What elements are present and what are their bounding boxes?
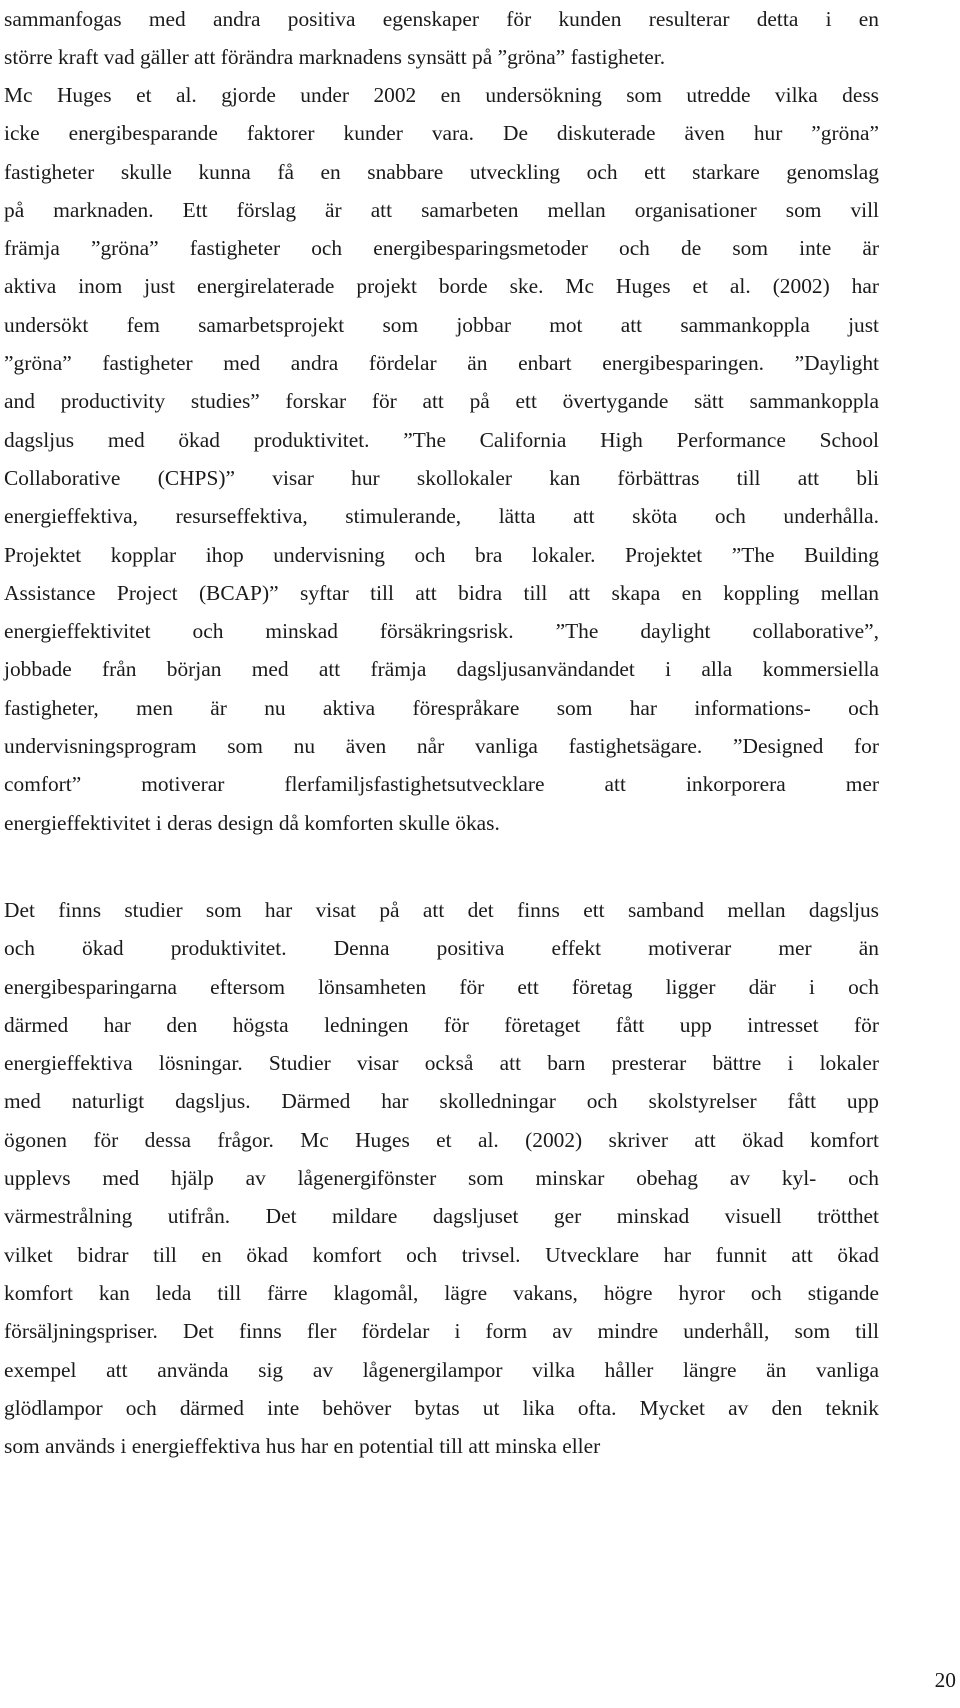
text-line: Projektet kopplar ihop undervisning och bra lokaler. Projektet ”The Building [4, 542, 879, 567]
paragraph-2 [4, 76, 879, 842]
text-line: med naturligt dagsljus. Därmed har skolledningar och skolstyrelser fått upp [4, 1089, 879, 1114]
text-line: vilket bidrar till en ökad komfort och trivsel. Utvecklare har funnit att ökad [4, 1242, 879, 1267]
text-line: komfort kan leda till färre klagomål, lägre vakans, högre hyror och stigande [4, 1280, 879, 1305]
text-line: energieffektivitet i deras design då komforten skulle ökas. [4, 810, 500, 835]
text-line: icke energibesparande faktorer kunder vara. De diskuterade även hur ”gröna” [4, 121, 879, 146]
paragraph-1 [4, 0, 879, 77]
text-line: undersökt fem samarbetsprojekt som jobbar mot att sammankoppla just [4, 312, 879, 337]
text-line: energieffektiva lösningar. Studier visar också att barn presterar bättre i lokaler [4, 1051, 879, 1076]
text-line: försäljningspriser. Det finns fler fördelar i form av mindre underhåll, som till [4, 1319, 879, 1344]
text-line: dagsljus med ökad produktivitet. ”The California High Performance School [4, 427, 879, 452]
text-line: and productivity studies” forskar för att på ett övertygande sätt sammankoppla [4, 389, 879, 414]
text-line: Assistance Project (BCAP)” syftar till att bidra till att skapa en koppling mellan [4, 580, 879, 605]
text-line: glödlampor och därmed inte behöver bytas ut lika ofta. Mycket av den teknik [4, 1395, 879, 1420]
text-line: fastigheter skulle kunna få en snabbare utveckling och ett starkare genomslag [4, 159, 879, 184]
text-line: Collaborative (CHPS)” visar hur skollokaler kan förbättras till att bli [4, 465, 879, 490]
text-line: på marknaden. Ett förslag är att samarbeten mellan organisationer som vill [4, 197, 879, 222]
text-line: energieffektiva, resurseffektiva, stimulerande, lätta att sköta och underhålla. [4, 504, 879, 529]
text-line: exempel att använda sig av lågenergilampor vilka håller längre än vanliga [4, 1357, 879, 1382]
text-line: energieffektivitet och minskad försäkringsrisk. ”The daylight collaborative”, [4, 619, 879, 644]
text-line: fastigheter, men är nu aktiva förespråkare som har informations- och [4, 695, 879, 720]
text-line: därmed har den högsta ledningen för företaget fått upp intresset för [4, 1012, 879, 1037]
text-line: jobbade från början med att främja dagsljusanvändandet i alla kommersiella [4, 657, 879, 682]
text-line: comfort” motiverar flerfamiljsfastighetsutvecklare att inkorporera mer [4, 772, 879, 797]
text-line: undervisningsprogram som nu även når vanliga fastighetsägare. ”Designed for [4, 734, 879, 759]
text-line: sammanfogas med andra positiva egenskaper för kunden resulterar detta i en [4, 7, 879, 31]
text-line: främja ”gröna” fastigheter och energibesparingsmetoder och de som inte är [4, 236, 879, 261]
text-line: ögonen för dessa frågor. Mc Huges et al. (2002) skriver att ökad komfort [4, 1127, 879, 1152]
text-line: energibesparingarna eftersom lönsamheten för ett företag ligger där i och [4, 974, 879, 999]
page-number: 20 [934, 1668, 956, 1692]
text-line: större kraft vad gäller att förändra marknadens synsätt på ”gröna” fastigheter. [4, 45, 666, 70]
paragraph-3 [4, 891, 879, 1465]
text-line: upplevs med hjälp av lågenergifönster som minskar obehag av kyl- och [4, 1166, 879, 1191]
text-line: värmestrålning utifrån. Det mildare dagsljuset ger minskad visuell trötthet [4, 1204, 879, 1229]
text-line: Det finns studier som har visat på att det finns ett samband mellan dagsljus [4, 898, 879, 922]
text-line: Mc Huges et al. gjorde under 2002 en undersökning som utredde vilka dess [4, 83, 879, 107]
text-line: som används i energieffektiva hus har en potential till att minska eller [4, 1434, 601, 1459]
text-line: aktiva inom just energirelaterade projekt borde ske. Mc Huges et al. (2002) har [4, 274, 879, 299]
text-line: ”gröna” fastigheter med andra fördelar än enbart energibesparingen. ”Daylight [4, 351, 879, 376]
text-line: och ökad produktivitet. Denna positiva effekt motiverar mer än [4, 936, 879, 961]
